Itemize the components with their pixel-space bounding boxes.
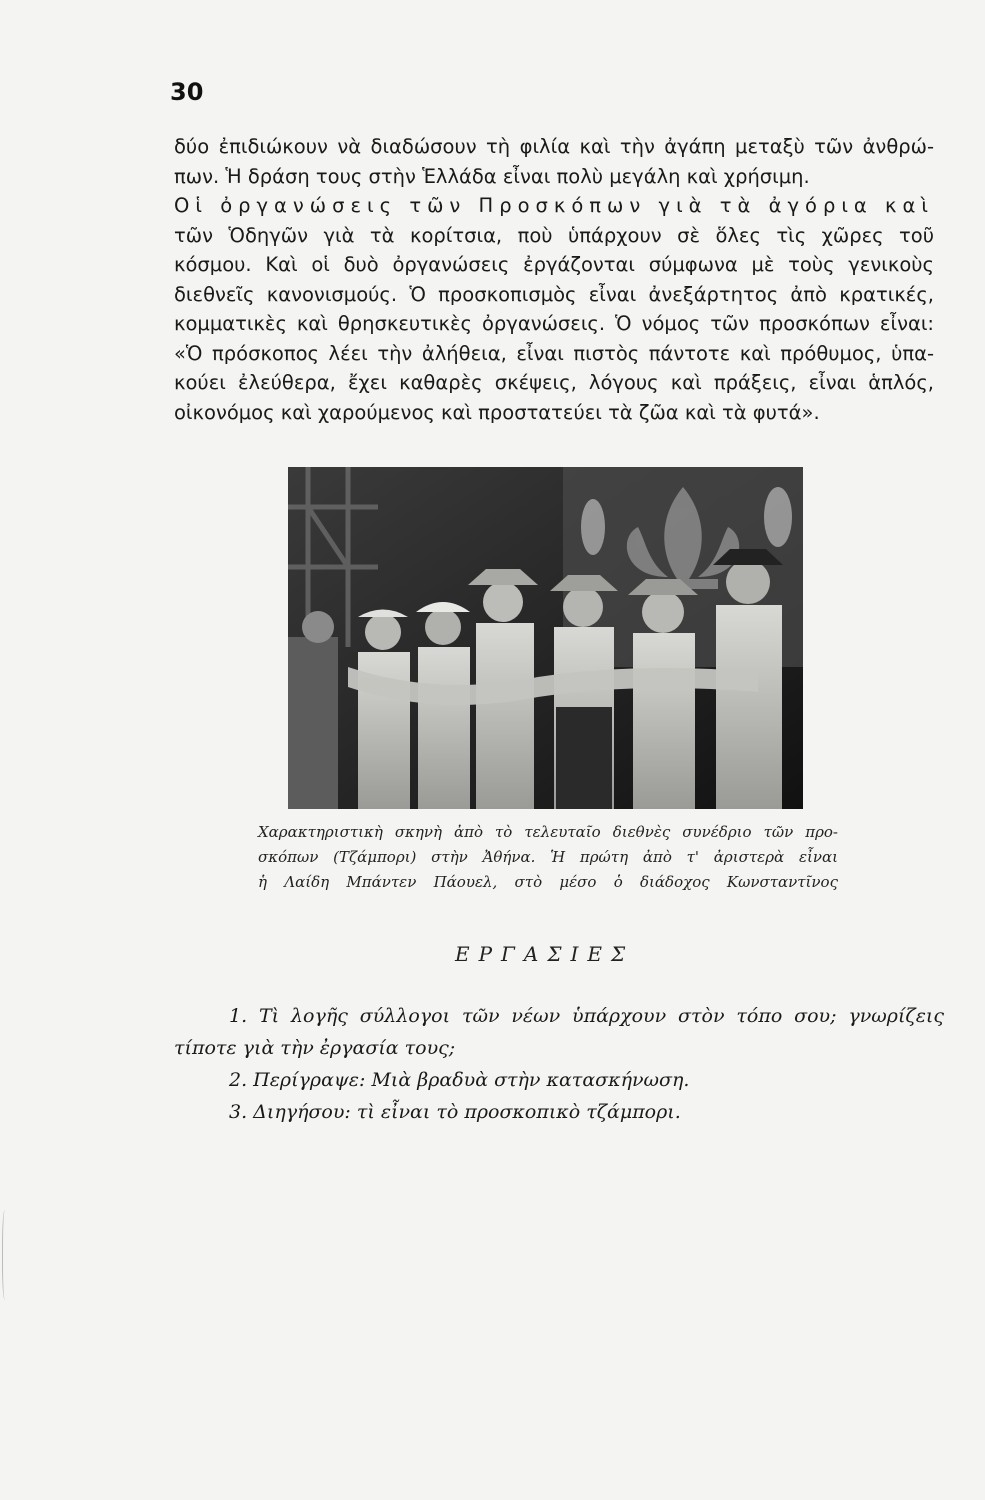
exercise-item-continuation: τίποτε γιὰ τὴν ἐργασία τους; bbox=[174, 1037, 456, 1059]
caption-line: σκόπων (Τζάμπορι) στὴν Ἀθήνα. Ἡ πρώτη ἀπὸ τ' ἀριστερὰ εἶναι bbox=[258, 848, 838, 866]
body-paragraph bbox=[174, 132, 934, 427]
caption-line: ἡ Λαίδη Μπάντεν Πάουελ, στὸ μέσο ὁ διάδοχος Κωνσταντῖνος bbox=[258, 873, 838, 891]
exercises-heading: ΕΡΓΑΣΙΕΣ bbox=[455, 942, 635, 966]
body-line: πων. Ἡ δράση τους στὴν Ἑλλάδα εἶναι πολὺ μεγάλη καὶ χρήσιμη. bbox=[174, 164, 810, 188]
body-line: κόσμου. Καὶ οἱ δυὸ ὀργανώσεις ἐργάζονται σύμφωνα μὲ τοὺς γενικοὺς bbox=[174, 253, 934, 276]
exercise-item: 1. Τὶ λογῆς σύλλογοι τῶν νέων ὑπάρχουν στὸν τόπο σου; γνωρίζεις bbox=[229, 1005, 944, 1027]
body-line: κομματικὲς καὶ θρησκευτικὲς ὀργανώσεις. Ὁ νόμος τῶν προσκόπων εἶναι: bbox=[174, 312, 934, 335]
body-line: δύο ἐπιδιώκουν νὰ διαδώσουν τὴ φιλία καὶ τὴν ἀγάπη μεταξὺ τῶν ἀνθρώ- bbox=[174, 135, 934, 158]
body-line: οἰκονόμος καὶ χαρούμενος καὶ προστατεύει τὰ ζῶα καὶ τὰ φυτά». bbox=[174, 400, 820, 424]
caption-line: Χαρακτηριστικὴ σκηνὴ ἀπὸ τὸ τελευταῖο διεθνὲς συνέδριο τῶν προ- bbox=[258, 823, 838, 841]
page-number: 30 bbox=[170, 78, 204, 106]
body-line: «Ὁ πρόσκοπος λέει τὴν ἀλήθεια, εἶναι πιστὸς πάντοτε καὶ πρόθυμος, ὑπα- bbox=[174, 341, 934, 365]
photo-caption bbox=[258, 820, 838, 895]
body-line: κούει ἐλεύθερα, ἔχει καθαρὲς σκέψεις, λόγους καὶ πράξεις, εἶναι ἁπλός, bbox=[174, 371, 934, 394]
body-line: διεθνεῖς κανονισμούς. Ὁ προσκοπισμὸς εἶναι ἀνεξάρτητος ἀπὸ κρατικές, bbox=[174, 282, 934, 306]
page-edge-mark bbox=[2, 1210, 9, 1300]
body-line: Οἱ ὀργανώσεις τῶν Προσκόπων γιὰ τὰ ἀγόρια καὶ bbox=[174, 194, 934, 217]
photo-illustration bbox=[288, 467, 803, 809]
scouts-photograph bbox=[288, 467, 803, 809]
body-line: τῶν Ὁδηγῶν γιὰ τὰ κορίτσια, ποὺ ὑπάρχουν σὲ ὅλες τὶς χῶρες τοῦ bbox=[174, 223, 934, 247]
exercise-item: 2. Περίγραψε: Μιὰ βραδυὰ στὴν κατασκήνωση. bbox=[229, 1069, 690, 1091]
exercises-list bbox=[174, 1000, 944, 1128]
exercise-item: 3. Διηγήσου: τὶ εἶναι τὸ προσκοπικὸ τζάμπορι. bbox=[229, 1101, 681, 1123]
